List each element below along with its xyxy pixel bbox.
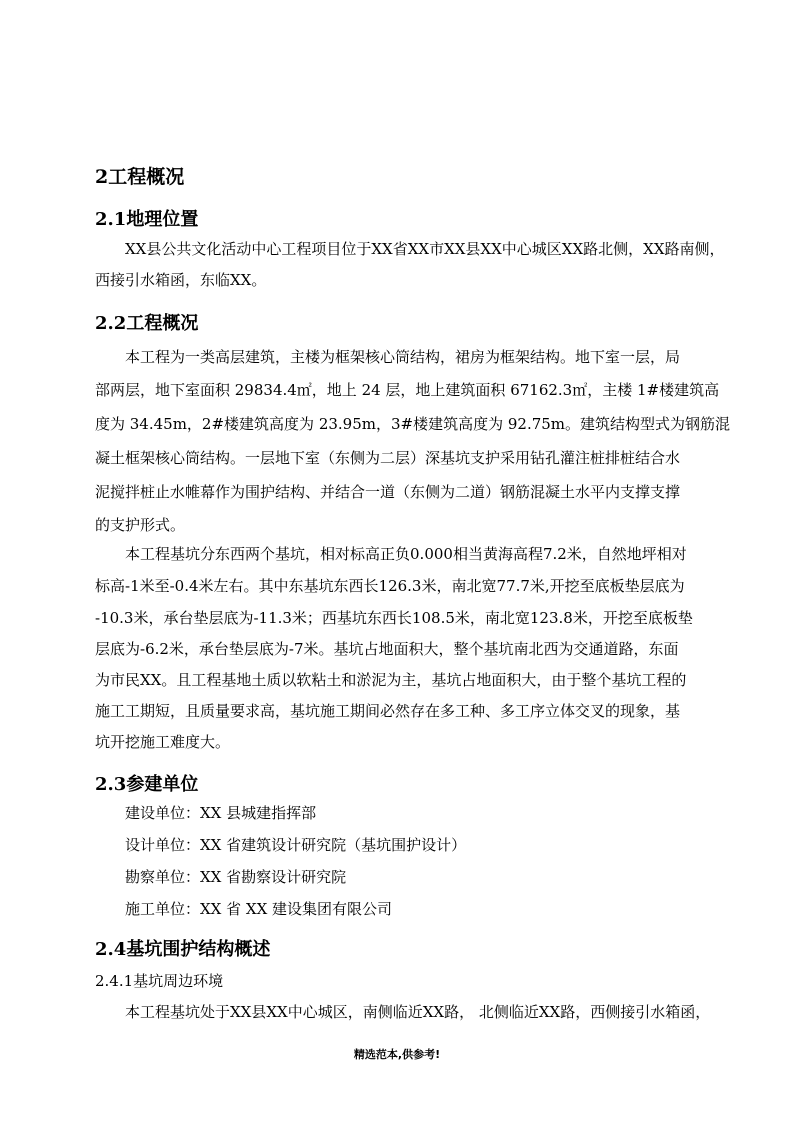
paragraph-line: 泥搅拌桩止水帷幕作为围护结构、并结合一道（东侧为二道）钢筋混凝土水平内支撑支撑 (95, 483, 681, 501)
participant-item: 勘察单位：XX 省勘察设计研究院 (125, 868, 347, 886)
paragraph-line: 度为 34.45m，2#楼建筑高度为 23.95m，3#楼建筑高度为 92.75m。建筑结构型式为钢筋混 (95, 415, 731, 433)
section-2-heading: 2工程概况 (95, 166, 185, 188)
paragraph-line: 西接引水箱函，东临XX。 (95, 271, 267, 289)
section-2-4-heading: 2.4基坑围护结构概述 (95, 939, 271, 960)
paragraph-line: 凝土框架核心筒结构。一层地下室（东侧为二层）深基坑支护采用钻孔灌注桩排桩结合水 (95, 449, 681, 467)
section-2-1-heading: 2.1地理位置 (95, 209, 199, 230)
participant-item: 设计单位：XX 省建筑设计研究院（基坑围护设计） (125, 836, 467, 854)
paragraph-line: 为市民XX。且工程基地土质以软粘土和淤泥为主，基坑占地面积大，由于整个基坑工程的 (95, 671, 687, 689)
paragraph-line: 本工程基坑处于XX县XX中心城区，南侧临近XX路， 北侧临近XX路，西侧接引水箱函， (125, 1003, 711, 1021)
paragraph-line: 的支护形式。 (95, 516, 186, 534)
section-2-4-1-heading: 2.4.1基坑周边环境 (95, 972, 224, 990)
section-2-2-heading: 2.2工程概况 (95, 313, 199, 334)
paragraph-line: 层底为-6.2米，承台垫层底为-7米。基坑占地面积大，整个基坑南北西为交通道路，东面 (95, 640, 679, 658)
paragraph-line: 本工程为一类高层建筑，主楼为框架核心筒结构，裙房为框架结构。地下室一层，局 (125, 348, 681, 366)
paragraph-line: 标高-1米至-0.4米左右。其中东基坑东西长126.3米，南北宽77.7米,开挖至底板垫层底为 (95, 577, 685, 595)
participant-item: 建设单位：XX 县城建指挥部 (125, 804, 317, 822)
page-footer: 精选范本,供参考! (353, 1048, 441, 1061)
paragraph-line: -10.3米，承台垫层底为-11.3米；西基坑东西长108.5米，南北宽123.8米，开挖至底板垫 (95, 609, 693, 627)
paragraph-line: XX县公共文化活动中心工程项目位于XX省XX市XX县XX中心城区XX路北侧，XX路南侧， (125, 240, 725, 258)
paragraph-line: 施工工期短，且质量要求高，基坑施工期间必然存在多工种、多工序立体交叉的现象，基 (95, 702, 681, 720)
paragraph-line: 本工程基坑分东西两个基坑，相对标高正负0.000相当黄海高程7.2米，自然地坪相对 (125, 545, 687, 563)
participant-item: 施工单位：XX 省 XX 建设集团有限公司 (125, 900, 393, 918)
paragraph-line: 部两层，地下室面积 29834.4㎡，地上 24 层，地上建筑面积 67162.3㎡，主楼 1#楼建筑高 (95, 381, 720, 399)
paragraph-line: 坑开挖施工难度大。 (95, 733, 231, 751)
section-2-3-heading: 2.3参建单位 (95, 774, 199, 795)
